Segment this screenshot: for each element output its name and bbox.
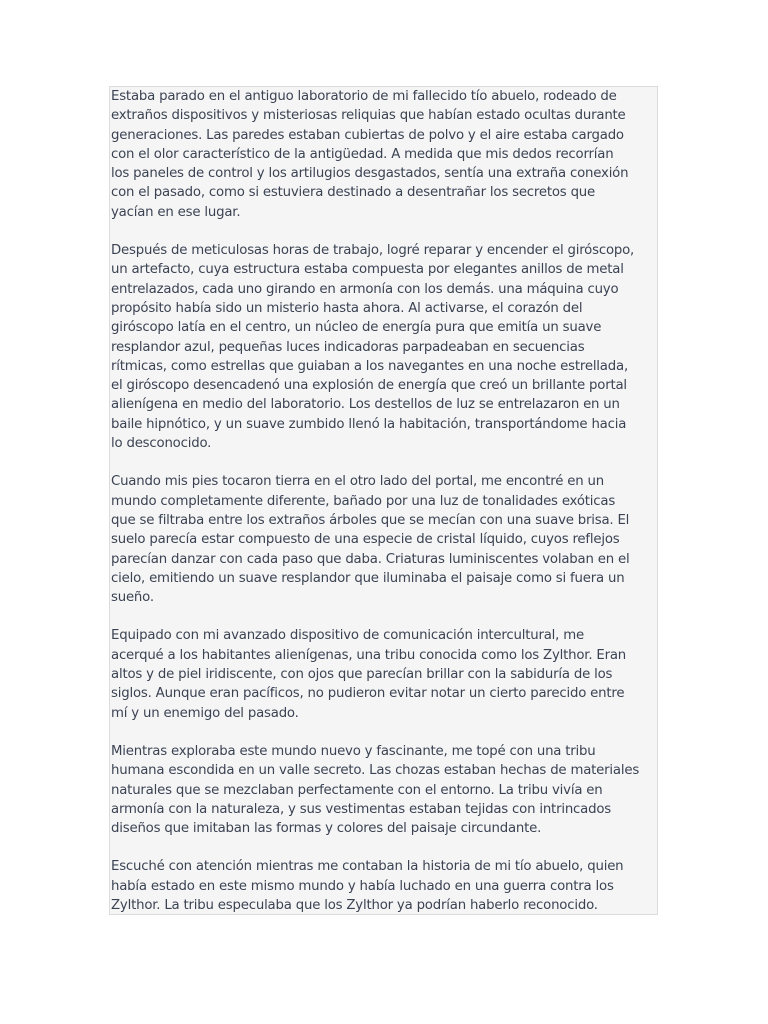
paragraph-laboratory: Estaba parado en el antiguo laboratorio de mi fallecido tío abuelo, rodeado de extraños dispositivos y misteriosas reliquias que habían estado ocultas durante generaciones. Las paredes estaban cubiertas de polvo y el aire estaba cargado con el olor característico de la antigüedad. A medida que mis dedos recorrían los paneles de control y los artilugios desgastados, sentía una extraña conexión con el pasado, como si estuviera destinado a desentrañar los secretos que yacían en ese lugar. [111, 89, 629, 220]
story-text-box [109, 86, 658, 915]
paragraph-human-tribe: Mientras exploraba este mundo nuevo y fascinante, me topé con una tribu humana escondida en un valle secreto. Las chozas estaban hechas de materiales naturales que se mezclaban perfectamente con el entorno. La tribu vivía en armonía con la naturaleza, y sus vestimentas estaban tejidas con intrincados diseños que imitaban las formas y colores del paisaje circundante. [111, 743, 640, 837]
paragraph-zylthor: Equipado con mi avanzado dispositivo de comunicación intercultural, me acerqué a los habitantes alienígenas, una tribu conocida como los Zylthor. Eran altos y de piel iridiscente, con ojos que parecían brillar con la sabiduría de los siglos. Aunque eran pacíficos, no pudieron evitar notar un cierto parecido entre mí y un enemigo del pasado. [111, 628, 627, 721]
paragraph-portal-world: Cuando mis pies tocaron tierra en el otro lado del portal, me encontré en un mundo completamente diferente, bañado por una luz de tonalidades exóticas que se filtraba entre los extraños árboles que se mecían con una suave brisa. El suelo parecía estar compuesto de una especie de cristal líquido, cuyos reflejos parecían danzar con cada paso que daba. Criaturas luminiscentes volaban en el cielo, emitiendo un suave resplandor que iluminaba el paisaje como si fuera un sueño. [111, 474, 630, 606]
paragraph-great-uncle-story: Escuché con atención mientras me contaban la historia de mi tío abuelo, quien había estado en este mismo mundo y había luchado en una guerra contra los Zylthor. La tribu especulaba que los Zylthor ya podrían haberlo reconocido. [111, 859, 624, 913]
paragraph-gyroscope: Después de meticulosas horas de trabajo, logré reparar y encender el giróscopo, un artefacto, cuya estructura estaba compuesta por elegantes anillos de metal entrelazados, cada uno girando en armonía con los demás. una máquina cuyo propósito había sido un misterio hasta ahora. Al activarse, el corazón del giróscopo latía en el centro, un núcleo de energía pura que emitía un suave resplandor azul, pequeñas luces indicadoras parpadeaban en secuencias rítmicas, como estrellas que guiaban a los navegantes en una noche estrellada, el giróscopo desencadenó una explosión de energía que creó un brillante portal alienígena en medio del laboratorio. Los destellos de luz se entrelazaron en un baile hipnótico, y un suave zumbido llenó la habitación, transportándome hacia lo desconocido. [111, 243, 635, 452]
